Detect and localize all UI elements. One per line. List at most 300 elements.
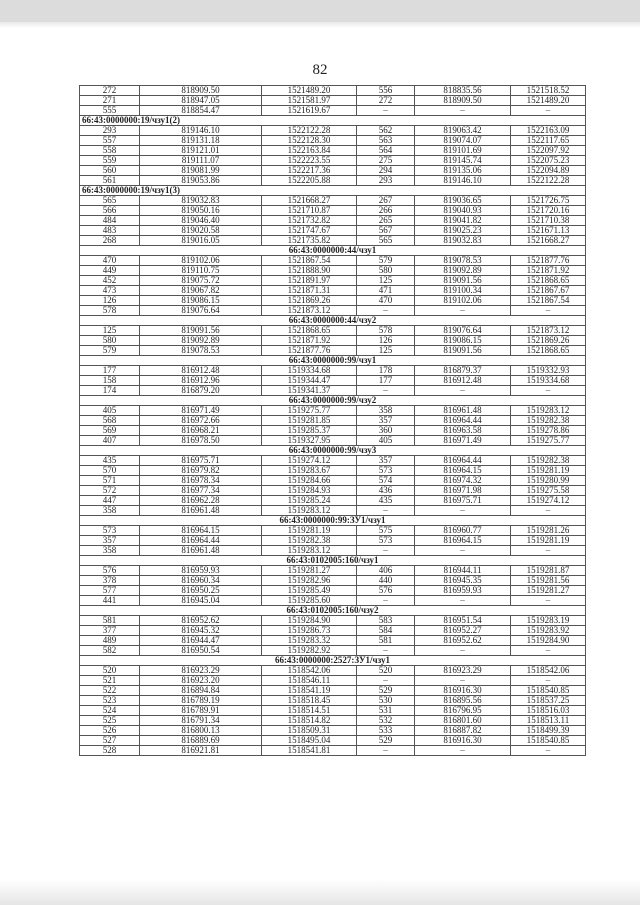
point-number-cell: 557 — [80, 136, 140, 146]
point-number-cell: 471 — [357, 286, 415, 296]
point-number-cell: 405 — [80, 406, 140, 416]
point-number-cell: 520 — [80, 666, 140, 676]
y-coordinate-cell: 1518495.04 — [262, 736, 357, 746]
x-coordinate-cell: 816916.30 — [415, 686, 511, 696]
table-row — [80, 546, 586, 556]
y-coordinate-cell: 1522223.55 — [262, 156, 357, 166]
section-title: 66:43:0000000:44/чзу2 — [80, 316, 586, 326]
point-number-cell: 441 — [80, 596, 140, 606]
table-row — [80, 526, 586, 536]
x-coordinate-cell: 816977.34 — [140, 486, 262, 496]
x-coordinate-cell: 816978.50 — [140, 436, 262, 446]
x-coordinate-cell: 816959.93 — [415, 586, 511, 596]
y-coordinate-cell: 1519332.93 — [511, 366, 586, 376]
y-coordinate-cell: 1519286.73 — [262, 626, 357, 636]
x-coordinate-cell: 816968.21 — [140, 426, 262, 436]
point-number-cell: 556 — [357, 86, 415, 96]
point-number-cell: 360 — [357, 426, 415, 436]
table-row — [80, 686, 586, 696]
table-row — [80, 676, 586, 686]
x-coordinate-cell: – — [415, 596, 511, 606]
point-number-cell: 452 — [80, 276, 140, 286]
y-coordinate-cell: 1519284.90 — [262, 616, 357, 626]
x-coordinate-cell: 816944.47 — [140, 636, 262, 646]
table-row — [80, 166, 586, 176]
y-coordinate-cell: – — [511, 546, 586, 556]
y-coordinate-cell: 1518542.06 — [262, 666, 357, 676]
table-row — [80, 736, 586, 746]
x-coordinate-cell: 819091.56 — [415, 346, 511, 356]
y-coordinate-cell: 1519283.19 — [511, 616, 586, 626]
point-number-cell: 555 — [80, 106, 140, 116]
y-coordinate-cell: 1519282.38 — [262, 536, 357, 546]
x-coordinate-cell: 819110.75 — [140, 266, 262, 276]
x-coordinate-cell: 816791.34 — [140, 716, 262, 726]
y-coordinate-cell: 1521871.92 — [262, 336, 357, 346]
x-coordinate-cell: 816971.98 — [415, 486, 511, 496]
section-title: 66:43:0000000:99/чзу1 — [80, 356, 586, 366]
x-coordinate-cell: 816889.69 — [140, 736, 262, 746]
y-coordinate-cell: 1521871.31 — [262, 286, 357, 296]
y-coordinate-cell: 1518513.11 — [511, 716, 586, 726]
point-number-cell: 265 — [357, 216, 415, 226]
x-coordinate-cell: 816960.34 — [140, 576, 262, 586]
x-coordinate-cell: 816971.49 — [415, 436, 511, 446]
point-number-cell: – — [357, 106, 415, 116]
x-coordinate-cell: 816800.13 — [140, 726, 262, 736]
y-coordinate-cell: 1521518.52 — [511, 86, 586, 96]
y-coordinate-cell: 1519282.38 — [511, 456, 586, 466]
x-coordinate-cell: – — [415, 506, 511, 516]
point-number-cell: 569 — [80, 426, 140, 436]
point-number-cell: 436 — [357, 486, 415, 496]
y-coordinate-cell: 1519283.12 — [262, 506, 357, 516]
y-coordinate-cell: 1521619.67 — [262, 106, 357, 116]
point-number-cell: 581 — [357, 636, 415, 646]
y-coordinate-cell: 1518537.25 — [511, 696, 586, 706]
point-number-cell: – — [357, 676, 415, 686]
table-row — [80, 176, 586, 186]
x-coordinate-cell: 816975.71 — [140, 456, 262, 466]
table-row — [80, 646, 586, 656]
x-coordinate-cell: 816961.48 — [140, 506, 262, 516]
point-number-cell: 573 — [357, 466, 415, 476]
table-section-header — [80, 356, 586, 366]
y-coordinate-cell: 1519281.85 — [262, 416, 357, 426]
point-number-cell: 565 — [80, 196, 140, 206]
table-row — [80, 496, 586, 506]
y-coordinate-cell: 1522122.28 — [262, 126, 357, 136]
point-number-cell: – — [357, 306, 415, 316]
section-title: 66:43:0000000:2527:ЗУ1/чзу1 — [80, 656, 586, 666]
x-coordinate-cell: 816950.25 — [140, 586, 262, 596]
x-coordinate-cell: – — [415, 646, 511, 656]
y-coordinate-cell: – — [511, 746, 586, 756]
y-coordinate-cell: 1521873.12 — [262, 306, 357, 316]
x-coordinate-cell: 816879.37 — [415, 366, 511, 376]
table-row — [80, 196, 586, 206]
table-row — [80, 156, 586, 166]
y-coordinate-cell: 1521868.65 — [511, 346, 586, 356]
x-coordinate-cell: 819063.42 — [415, 126, 511, 136]
table-row — [80, 506, 586, 516]
table-row — [80, 706, 586, 716]
y-coordinate-cell: 1518541.19 — [262, 686, 357, 696]
y-coordinate-cell: 1519285.37 — [262, 426, 357, 436]
y-coordinate-cell: 1521671.13 — [511, 226, 586, 236]
table-section-header — [80, 396, 586, 406]
x-coordinate-cell: 816789.19 — [140, 696, 262, 706]
y-coordinate-cell: 1521869.26 — [262, 296, 357, 306]
x-coordinate-cell: 816945.04 — [140, 596, 262, 606]
table-section-header — [80, 316, 586, 326]
y-coordinate-cell: 1519281.27 — [511, 586, 586, 596]
point-number-cell: 407 — [80, 436, 140, 446]
point-number-cell: 525 — [80, 716, 140, 726]
y-coordinate-cell: 1522163.09 — [511, 126, 586, 136]
x-coordinate-cell: 819092.89 — [415, 266, 511, 276]
y-coordinate-cell: 1521873.12 — [511, 326, 586, 336]
x-coordinate-cell: 816961.48 — [140, 546, 262, 556]
table-row — [80, 406, 586, 416]
table-row — [80, 696, 586, 706]
x-coordinate-cell: 819131.18 — [140, 136, 262, 146]
y-coordinate-cell: 1521735.82 — [262, 236, 357, 246]
x-coordinate-cell: 818909.50 — [140, 86, 262, 96]
y-coordinate-cell: 1519278.86 — [511, 426, 586, 436]
x-coordinate-cell: 819086.15 — [140, 296, 262, 306]
x-coordinate-cell: 819091.56 — [140, 326, 262, 336]
point-number-cell: 567 — [357, 226, 415, 236]
table-row — [80, 96, 586, 106]
point-number-cell: 582 — [80, 646, 140, 656]
x-coordinate-cell: 816923.29 — [140, 666, 262, 676]
point-number-cell: 272 — [80, 86, 140, 96]
x-coordinate-cell: 816975.71 — [415, 496, 511, 506]
x-coordinate-cell: 816961.48 — [415, 406, 511, 416]
y-coordinate-cell: 1521877.76 — [262, 346, 357, 356]
section-title: 66:43:0000000:99/чзу3 — [80, 446, 586, 456]
point-number-cell: 521 — [80, 676, 140, 686]
y-coordinate-cell: 1519285.60 — [262, 596, 357, 606]
point-number-cell: 268 — [80, 236, 140, 246]
table-row — [80, 476, 586, 486]
point-number-cell: 578 — [357, 326, 415, 336]
y-coordinate-cell: 1521726.75 — [511, 196, 586, 206]
x-coordinate-cell: 816944.11 — [415, 566, 511, 576]
y-coordinate-cell: 1522097.92 — [511, 146, 586, 156]
x-coordinate-cell: 819032.83 — [415, 236, 511, 246]
x-coordinate-cell: 816923.20 — [140, 676, 262, 686]
y-coordinate-cell: 1519275.77 — [511, 436, 586, 446]
table-section-header — [80, 606, 586, 616]
point-number-cell: 271 — [80, 96, 140, 106]
point-number-cell: – — [357, 386, 415, 396]
x-coordinate-cell: 816964.44 — [415, 416, 511, 426]
x-coordinate-cell: 816960.77 — [415, 526, 511, 536]
point-number-cell: 533 — [357, 726, 415, 736]
point-number-cell: 571 — [80, 476, 140, 486]
section-title: 66:43:0000000:19/чзу1(3) — [80, 186, 586, 196]
y-coordinate-cell: 1521581.97 — [262, 96, 357, 106]
point-number-cell: 576 — [80, 566, 140, 576]
y-coordinate-cell: 1519282.38 — [511, 416, 586, 426]
point-number-cell: 293 — [357, 176, 415, 186]
table-row — [80, 746, 586, 756]
x-coordinate-cell: 818909.50 — [415, 96, 511, 106]
point-number-cell: 570 — [80, 466, 140, 476]
x-coordinate-cell: 819078.53 — [140, 346, 262, 356]
y-coordinate-cell: 1519282.92 — [262, 646, 357, 656]
table-row — [80, 256, 586, 266]
y-coordinate-cell: 1521867.54 — [511, 296, 586, 306]
table-section-header — [80, 246, 586, 256]
y-coordinate-cell: 1519281.19 — [262, 526, 357, 536]
page-number: 82 — [312, 62, 328, 78]
y-coordinate-cell: 1521668.27 — [262, 196, 357, 206]
x-coordinate-cell: 816945.32 — [140, 626, 262, 636]
point-number-cell: 573 — [80, 526, 140, 536]
point-number-cell: 579 — [80, 346, 140, 356]
point-number-cell: – — [357, 506, 415, 516]
x-coordinate-cell: 816912.48 — [140, 366, 262, 376]
table-row — [80, 126, 586, 136]
y-coordinate-cell: – — [511, 646, 586, 656]
point-number-cell: 523 — [80, 696, 140, 706]
table-row — [80, 466, 586, 476]
table-row — [80, 636, 586, 646]
x-coordinate-cell: 819102.06 — [415, 296, 511, 306]
point-number-cell: 177 — [80, 366, 140, 376]
x-coordinate-cell: 819102.06 — [140, 256, 262, 266]
point-number-cell: 125 — [357, 276, 415, 286]
table-row — [80, 236, 586, 246]
y-coordinate-cell: – — [511, 676, 586, 686]
point-number-cell: 581 — [80, 616, 140, 626]
table-row — [80, 486, 586, 496]
y-coordinate-cell: 1519281.56 — [511, 576, 586, 586]
point-number-cell: 580 — [80, 336, 140, 346]
y-coordinate-cell: 1521710.87 — [262, 206, 357, 216]
y-coordinate-cell: 1519285.24 — [262, 496, 357, 506]
y-coordinate-cell: 1518546.11 — [262, 676, 357, 686]
y-coordinate-cell: 1522163.84 — [262, 146, 357, 156]
x-coordinate-cell: 819067.82 — [140, 286, 262, 296]
point-number-cell: 357 — [80, 536, 140, 546]
x-coordinate-cell: 819025.23 — [415, 226, 511, 236]
table-row — [80, 536, 586, 546]
x-coordinate-cell: 816951.54 — [415, 616, 511, 626]
x-coordinate-cell: 816978.34 — [140, 476, 262, 486]
table-row — [80, 106, 586, 116]
y-coordinate-cell: 1521868.65 — [262, 326, 357, 336]
y-coordinate-cell: 1519281.87 — [511, 566, 586, 576]
scanner-top-band — [0, 0, 640, 22]
point-number-cell: 126 — [357, 336, 415, 346]
y-coordinate-cell: 1521867.54 — [262, 256, 357, 266]
table-section-header — [80, 186, 586, 196]
point-number-cell: 489 — [80, 636, 140, 646]
y-coordinate-cell: 1519274.12 — [511, 496, 586, 506]
y-coordinate-cell: 1519283.12 — [511, 406, 586, 416]
x-coordinate-cell: – — [415, 106, 511, 116]
y-coordinate-cell: 1519283.92 — [511, 626, 586, 636]
point-number-cell: 447 — [80, 496, 140, 506]
table-section-header — [80, 656, 586, 666]
x-coordinate-cell: 819050.16 — [140, 206, 262, 216]
point-number-cell: 583 — [357, 616, 415, 626]
x-coordinate-cell: 816796.95 — [415, 706, 511, 716]
x-coordinate-cell: 819111.07 — [140, 156, 262, 166]
point-number-cell: 565 — [357, 236, 415, 246]
x-coordinate-cell: 819032.83 — [140, 196, 262, 206]
point-number-cell: 272 — [357, 96, 415, 106]
table-section-header — [80, 556, 586, 566]
x-coordinate-cell: 819074.07 — [415, 136, 511, 146]
point-number-cell: 532 — [357, 716, 415, 726]
point-number-cell: 125 — [80, 326, 140, 336]
x-coordinate-cell: 819076.64 — [140, 306, 262, 316]
y-coordinate-cell: 1519280.99 — [511, 476, 586, 486]
point-number-cell: 566 — [80, 206, 140, 216]
x-coordinate-cell: 816921.81 — [140, 746, 262, 756]
x-coordinate-cell: 819091.56 — [415, 276, 511, 286]
y-coordinate-cell: 1518509.31 — [262, 726, 357, 736]
table-row — [80, 726, 586, 736]
x-coordinate-cell: 816964.15 — [415, 466, 511, 476]
point-number-cell: 267 — [357, 196, 415, 206]
x-coordinate-cell: 816895.56 — [415, 696, 511, 706]
x-coordinate-cell: 819092.89 — [140, 336, 262, 346]
point-number-cell: 470 — [80, 256, 140, 266]
y-coordinate-cell: 1519344.47 — [262, 376, 357, 386]
point-number-cell: 125 — [357, 346, 415, 356]
y-coordinate-cell: 1519281.19 — [511, 466, 586, 476]
y-coordinate-cell: 1521869.26 — [511, 336, 586, 346]
point-number-cell: 435 — [80, 456, 140, 466]
y-coordinate-cell: 1521871.92 — [511, 266, 586, 276]
section-title: 66:43:0102005:160/чзу2 — [80, 606, 586, 616]
y-coordinate-cell: 1521888.90 — [262, 266, 357, 276]
table-row — [80, 666, 586, 676]
x-coordinate-cell: 819145.74 — [415, 156, 511, 166]
point-number-cell: 573 — [357, 536, 415, 546]
table-row — [80, 136, 586, 146]
y-coordinate-cell: – — [511, 306, 586, 316]
x-coordinate-cell: 819076.64 — [415, 326, 511, 336]
point-number-cell: 377 — [80, 626, 140, 636]
table-row — [80, 336, 586, 346]
x-coordinate-cell: – — [415, 746, 511, 756]
scanner-top-shadow — [0, 22, 640, 28]
x-coordinate-cell: 816879.20 — [140, 386, 262, 396]
y-coordinate-cell: 1522128.30 — [262, 136, 357, 146]
y-coordinate-cell: 1521710.38 — [511, 216, 586, 226]
x-coordinate-cell: 816979.82 — [140, 466, 262, 476]
x-coordinate-cell: 816952.27 — [415, 626, 511, 636]
point-number-cell: 177 — [357, 376, 415, 386]
y-coordinate-cell: 1518542.06 — [511, 666, 586, 676]
point-number-cell: 378 — [80, 576, 140, 586]
y-coordinate-cell: 1519283.32 — [262, 636, 357, 646]
table-row — [80, 366, 586, 376]
x-coordinate-cell: – — [415, 676, 511, 686]
y-coordinate-cell: 1519285.49 — [262, 586, 357, 596]
table-row — [80, 626, 586, 636]
point-number-cell: 576 — [357, 586, 415, 596]
point-number-cell: 275 — [357, 156, 415, 166]
point-number-cell: 558 — [80, 146, 140, 156]
x-coordinate-cell: 819121.01 — [140, 146, 262, 156]
x-coordinate-cell: 816963.58 — [415, 426, 511, 436]
table-row — [80, 226, 586, 236]
point-number-cell: 293 — [80, 126, 140, 136]
table-row — [80, 386, 586, 396]
table-row — [80, 596, 586, 606]
x-coordinate-cell: 819081.99 — [140, 166, 262, 176]
point-number-cell: 174 — [80, 386, 140, 396]
x-coordinate-cell: 816950.54 — [140, 646, 262, 656]
y-coordinate-cell: 1519281.27 — [262, 566, 357, 576]
point-number-cell: 529 — [357, 736, 415, 746]
point-number-cell: 358 — [357, 406, 415, 416]
section-title: 66:43:0000000:99/чзу2 — [80, 396, 586, 406]
y-coordinate-cell: 1521891.97 — [262, 276, 357, 286]
point-number-cell: 357 — [357, 456, 415, 466]
point-number-cell: 405 — [357, 436, 415, 446]
y-coordinate-cell: – — [511, 506, 586, 516]
table-row — [80, 146, 586, 156]
table-row — [80, 216, 586, 226]
x-coordinate-cell: 819053.86 — [140, 176, 262, 186]
point-number-cell: 527 — [80, 736, 140, 746]
x-coordinate-cell: 819100.34 — [415, 286, 511, 296]
table-row — [80, 286, 586, 296]
y-coordinate-cell: 1521732.82 — [262, 216, 357, 226]
table-row — [80, 376, 586, 386]
point-number-cell: 524 — [80, 706, 140, 716]
y-coordinate-cell: 1521747.67 — [262, 226, 357, 236]
y-coordinate-cell: 1519281.26 — [511, 526, 586, 536]
point-number-cell: – — [357, 546, 415, 556]
y-coordinate-cell: 1518541.81 — [262, 746, 357, 756]
x-coordinate-cell: 816962.28 — [140, 496, 262, 506]
point-number-cell: – — [357, 596, 415, 606]
x-coordinate-cell: – — [415, 306, 511, 316]
point-number-cell: 483 — [80, 226, 140, 236]
point-number-cell: 178 — [357, 366, 415, 376]
y-coordinate-cell: 1519283.67 — [262, 466, 357, 476]
y-coordinate-cell: 1522205.88 — [262, 176, 357, 186]
y-coordinate-cell: 1521489.20 — [262, 86, 357, 96]
y-coordinate-cell: – — [511, 386, 586, 396]
y-coordinate-cell: 1519341.37 — [262, 386, 357, 396]
table-row — [80, 306, 586, 316]
y-coordinate-cell: 1519283.12 — [262, 546, 357, 556]
y-coordinate-cell: 1518540.85 — [511, 736, 586, 746]
point-number-cell: 560 — [80, 166, 140, 176]
table-row — [80, 616, 586, 626]
point-number-cell: 575 — [357, 526, 415, 536]
table-section-header — [80, 116, 586, 126]
x-coordinate-cell: 816894.84 — [140, 686, 262, 696]
y-coordinate-cell: 1521720.16 — [511, 206, 586, 216]
y-coordinate-cell: 1521867.67 — [511, 286, 586, 296]
point-number-cell: 579 — [357, 256, 415, 266]
y-coordinate-cell: 1522122.28 — [511, 176, 586, 186]
y-coordinate-cell: 1518499.39 — [511, 726, 586, 736]
x-coordinate-cell: 818854.47 — [140, 106, 262, 116]
